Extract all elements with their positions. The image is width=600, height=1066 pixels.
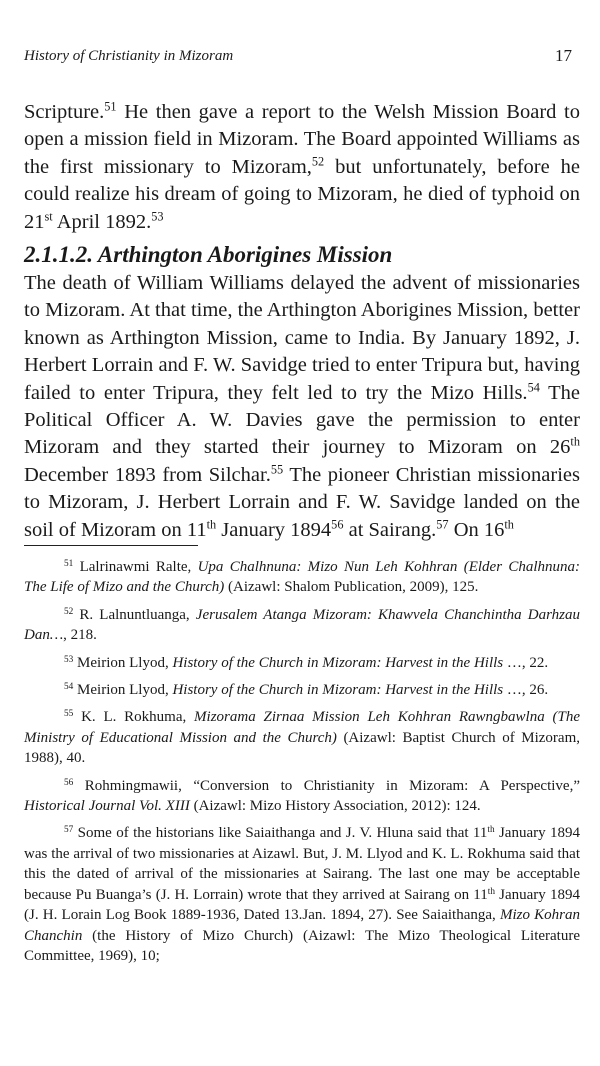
- text-run: Meirion Llyod,: [73, 682, 173, 699]
- footnote-ref: 53: [151, 209, 164, 224]
- paragraph-1: [24, 99, 580, 236]
- footnote-number: 54: [64, 681, 74, 692]
- text-run: R. Lalnuntluanga,: [73, 606, 196, 623]
- footnote-ref: 56: [331, 517, 344, 532]
- text-run: Lalrinawmi Ralte,: [73, 559, 198, 575]
- text-run: The death of William Williams delayed the advent of missionaries to Mizoram. At that time, the Arthington Aborigines Mission, better known as Arthington Mission, came to India. By January 1892, J. Herbert Lorrain and F. W. Savidge tried to enter Tripura but, having failed to enter Tripura, they felt led to try the Mizo Hills.: [24, 272, 580, 404]
- text-run: K. L. Rokhuma,: [73, 709, 195, 726]
- text-run: December 1893 from Silchar.: [24, 463, 271, 486]
- text-run: , 218.: [63, 627, 97, 644]
- ordinal-suffix: th: [504, 517, 514, 532]
- text-run: (Aizawl: Shalom Publication, 2009), 125.: [224, 579, 479, 596]
- footnote-52: [24, 605, 580, 646]
- italic-title: Jerusalem Atanga Mizoram: Khawvela Chanchintha Darhzau Dan…: [24, 606, 580, 644]
- section-heading: 2.1.1.2. Arthington Aborigines Mission: [24, 242, 393, 267]
- text-run: at Sairang.: [343, 518, 437, 541]
- ordinal-suffix: th: [487, 825, 495, 836]
- italic-title: History of the Church in Mizoram: Harvest in the Hills: [172, 682, 504, 699]
- footnote-number: 52: [64, 606, 74, 617]
- footnote-number: 51: [64, 558, 74, 569]
- text-run: …, 22.: [503, 654, 549, 671]
- text-run: The pioneer Christian missionaries to Mizoram, J. Herbert Lorrain and F. W. Savidge landed on the soil of Mizoram on 11: [24, 463, 580, 541]
- footnote-separator-rule: [24, 545, 198, 546]
- text-run: January 1894 (J. H. Lorain Log Book 1889-1936, Dated 13.Jan. 1894, 27). See Saiaithanga,: [24, 886, 580, 924]
- ordinal-suffix: th: [206, 517, 217, 532]
- footnote-ref: 51: [104, 99, 117, 114]
- running-head: [24, 48, 576, 70]
- footnote-56: [24, 776, 580, 817]
- footnote-54: [24, 680, 580, 700]
- ordinal-suffix: th: [570, 435, 580, 450]
- footnote-ref: 55: [270, 462, 284, 477]
- footnote-number: 56: [64, 777, 74, 788]
- italic-title: Mizorama Zirnaa Mission Leh Kohhran Rawngbawlna (The Ministry of Educational Mission and the Church): [24, 709, 580, 746]
- text-run: The Political Officer A. W. Davies gave the permission to enter Mizoram and they started their journey to Mizoram on 26: [24, 381, 580, 459]
- footnote-number: 53: [64, 654, 74, 665]
- ordinal-suffix: st: [44, 209, 53, 224]
- footnote-ref: 57: [436, 517, 449, 532]
- footnotes: [24, 557, 580, 973]
- text-run: April 1892.: [52, 210, 152, 233]
- text-run: (Aizawl: Mizo History Association, 2012): 124.: [189, 798, 481, 815]
- footnote-number: 57: [64, 825, 74, 836]
- italic-title: Mizo Kohran Chanchin: [24, 907, 581, 944]
- italic-title: History of the Church in Mizoram: Harvest in the Hills: [172, 654, 504, 671]
- paragraph-2: [24, 270, 580, 544]
- text-run: Meirion Llyod,: [73, 654, 173, 671]
- running-head-title: History of Christianity in Mizoram: [24, 48, 234, 64]
- footnote-51: [24, 557, 580, 598]
- text-run: Scripture.: [24, 101, 105, 123]
- italic-title: Historical Journal Vol. XIII: [24, 798, 190, 815]
- footnote-57: [24, 823, 580, 966]
- text-run: (Aizawl: Baptist Church of Mizoram, 1988), 40.: [24, 729, 580, 767]
- footnote-55: [24, 707, 580, 768]
- text-run: but unfortunately, before he could realize his dream of going to Mizoram, he died of typhoid on 21: [24, 155, 580, 233]
- text-run: January 1894: [216, 518, 332, 541]
- footnote-53: [24, 653, 580, 673]
- italic-title: Upa Chalhnuna: Mizo Nun Leh Kohhran (Elder Chalhnuna: The Life of Mizo and the Church): [24, 559, 580, 596]
- footnote-number: 55: [64, 709, 74, 720]
- text-run: Some of the historians like Saiaithanga and J. V. Hluna said that 11: [73, 825, 488, 842]
- text-run: January 1894 was the arrival of two missionaries at Aizawl. But, J. M. Llyod and K. L. Rokhuma said that this the dated of arrival of the missionaries at Sairang. The last one may be acceptable because Pu Buanga’s (J. H. Lorrain) wrote that they arrived at Sairang on 11: [24, 825, 580, 903]
- text-run: Rohmingmawii, “Conversion to Christianity in Mizoram: A Perspective,”: [73, 777, 580, 794]
- footnote-ref: 54: [527, 380, 540, 395]
- page-number: 17: [555, 46, 572, 65]
- text-run: He then gave a report to the Welsh Mission Board to open a mission field in Mizoram. The Board appointed Williams as the first missionary to Mizoram,: [24, 101, 580, 178]
- text-run: …, 26.: [503, 682, 549, 699]
- ordinal-suffix: th: [487, 886, 495, 897]
- text-run: On 16: [448, 518, 505, 541]
- text-run: (the History of Mizo Church) (Aizawl: The Mizo Theological Literature Committee, 1969), 10;: [24, 927, 580, 964]
- footnote-ref: 52: [311, 154, 325, 169]
